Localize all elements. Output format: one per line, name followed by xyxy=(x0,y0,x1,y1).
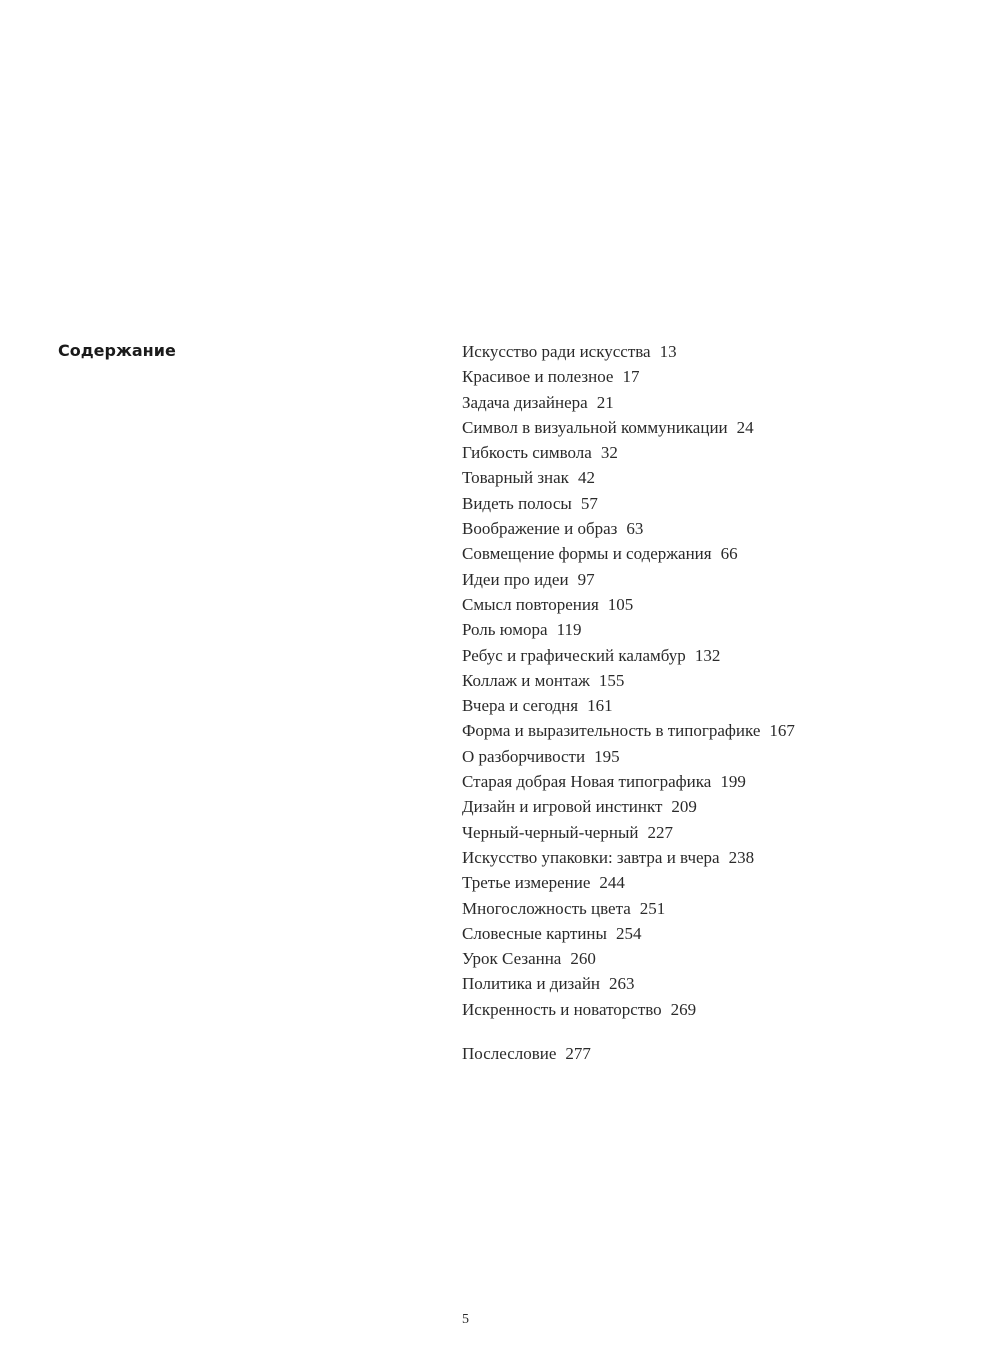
toc-list xyxy=(462,339,795,1066)
toc-entry-page: 42 xyxy=(577,468,595,488)
toc-entry-title: Воображение и образ xyxy=(462,519,618,539)
toc-entry-page: 155 xyxy=(598,670,625,690)
toc-entry xyxy=(462,567,795,592)
toc-entry-title: Смысл повторения xyxy=(462,594,599,614)
toc-entry-title: Символ в визуальной коммуникации xyxy=(462,417,728,437)
toc-entry-title: Старая добрая Новая типографика xyxy=(462,772,712,792)
toc-entry-page: 17 xyxy=(622,367,640,387)
toc-entry-title: Задача дизайнера xyxy=(462,392,588,412)
toc-entry xyxy=(462,668,795,693)
toc-entry-page: 244 xyxy=(599,873,625,893)
toc-entry-title: Красивое и полезное xyxy=(462,367,614,387)
toc-entry-title: Искусство ради искусства xyxy=(462,342,651,361)
toc-entry-page: 269 xyxy=(670,999,697,1019)
toc-entry-title: Политика и дизайн xyxy=(462,974,601,994)
toc-entry-page: 105 xyxy=(607,594,634,614)
toc-entry-title: Вчера и сегодня xyxy=(462,696,579,716)
toc-entry xyxy=(462,845,795,870)
toc-entry xyxy=(462,390,795,415)
toc-entry-page: 161 xyxy=(587,696,613,716)
toc-entry xyxy=(462,592,795,617)
toc-entry-page: 32 xyxy=(600,443,618,463)
toc-entry-title: Товарный знак xyxy=(462,468,569,488)
toc-entry xyxy=(462,415,795,440)
toc-entry xyxy=(462,617,795,642)
toc-entry xyxy=(462,643,795,668)
toc-entry xyxy=(462,769,795,794)
toc-entry-page: 260 xyxy=(570,949,596,969)
toc-entry xyxy=(462,339,795,364)
toc-entry-page: 277 xyxy=(565,1044,591,1064)
toc-entry-title: Коллаж и монтаж xyxy=(462,670,590,690)
toc-entry-page: 24 xyxy=(736,417,754,437)
toc-entry-page: 63 xyxy=(626,519,644,539)
toc-entry-page: 238 xyxy=(728,847,755,867)
toc-entry-page: 263 xyxy=(609,974,635,994)
toc-entry-title: Третье измерение xyxy=(462,873,591,893)
toc-entry xyxy=(462,896,795,921)
toc-entry xyxy=(462,997,795,1022)
toc-entry-title: Искренность и новаторство xyxy=(462,999,662,1019)
toc-entry-page: 119 xyxy=(556,620,582,640)
toc-entry-title: Дизайн и игровой инстинкт xyxy=(462,797,663,817)
toc-entry-page: 251 xyxy=(639,898,666,918)
toc-entry xyxy=(462,491,795,516)
toc-entry-title: Искусство упаковки: завтра и вчера xyxy=(462,847,720,867)
page-number: 5 xyxy=(462,1312,469,1327)
toc-entry xyxy=(462,364,795,389)
toc-entry-title: О разборчивости xyxy=(462,746,586,766)
toc-entry xyxy=(462,971,795,996)
toc-entry-title: Форма и выразительность в типографике xyxy=(462,721,761,741)
toc-entry xyxy=(462,440,795,465)
toc-entry-page: 195 xyxy=(594,746,620,766)
toc-entry-title: Ребус и графический каламбур xyxy=(462,645,686,665)
toc-entry xyxy=(462,541,795,566)
toc-entry xyxy=(462,820,795,845)
toc-entry-page: 97 xyxy=(577,569,595,589)
toc-entry xyxy=(462,465,795,490)
toc-entry-title: Совмещение формы и содержания xyxy=(462,544,712,564)
toc-entry xyxy=(462,693,795,718)
toc-entry-page: 21 xyxy=(596,392,614,412)
toc-entry-title: Идеи про идеи xyxy=(462,569,569,589)
toc-entry xyxy=(462,794,795,819)
toc-entry-afterword xyxy=(462,1041,795,1066)
toc-entry-title: Словесные картины xyxy=(462,923,607,943)
toc-entry-page: 57 xyxy=(580,493,598,513)
toc-entry-page: 254 xyxy=(615,923,642,943)
toc-entry xyxy=(462,744,795,769)
toc-entry-page: 199 xyxy=(720,772,746,792)
toc-entry-title: Урок Сезанна xyxy=(462,949,562,969)
toc-entry-page: 13 xyxy=(659,342,677,361)
toc-entry-title: Гибкость символа xyxy=(462,443,592,463)
toc-entry-title: Черный-черный-черный xyxy=(462,822,639,842)
toc-entry-title: Послесловие xyxy=(462,1044,557,1064)
toc-entry-title: Многосложность цвета xyxy=(462,898,631,918)
toc-entry-page: 66 xyxy=(720,544,738,564)
toc-entry xyxy=(462,870,795,895)
toc-entry xyxy=(462,516,795,541)
toc-entry-title: Видеть полосы xyxy=(462,493,572,513)
toc-entry-page: 167 xyxy=(769,721,795,741)
toc-entry-page: 227 xyxy=(647,822,673,842)
toc-entry-page: 132 xyxy=(694,645,721,665)
toc-entry-page: 209 xyxy=(671,797,697,817)
toc-entry xyxy=(462,946,795,971)
toc-entry-title: Роль юмора xyxy=(462,620,548,640)
toc-entry xyxy=(462,921,795,946)
toc-entry xyxy=(462,718,795,743)
toc-heading: Содержание xyxy=(58,341,176,360)
